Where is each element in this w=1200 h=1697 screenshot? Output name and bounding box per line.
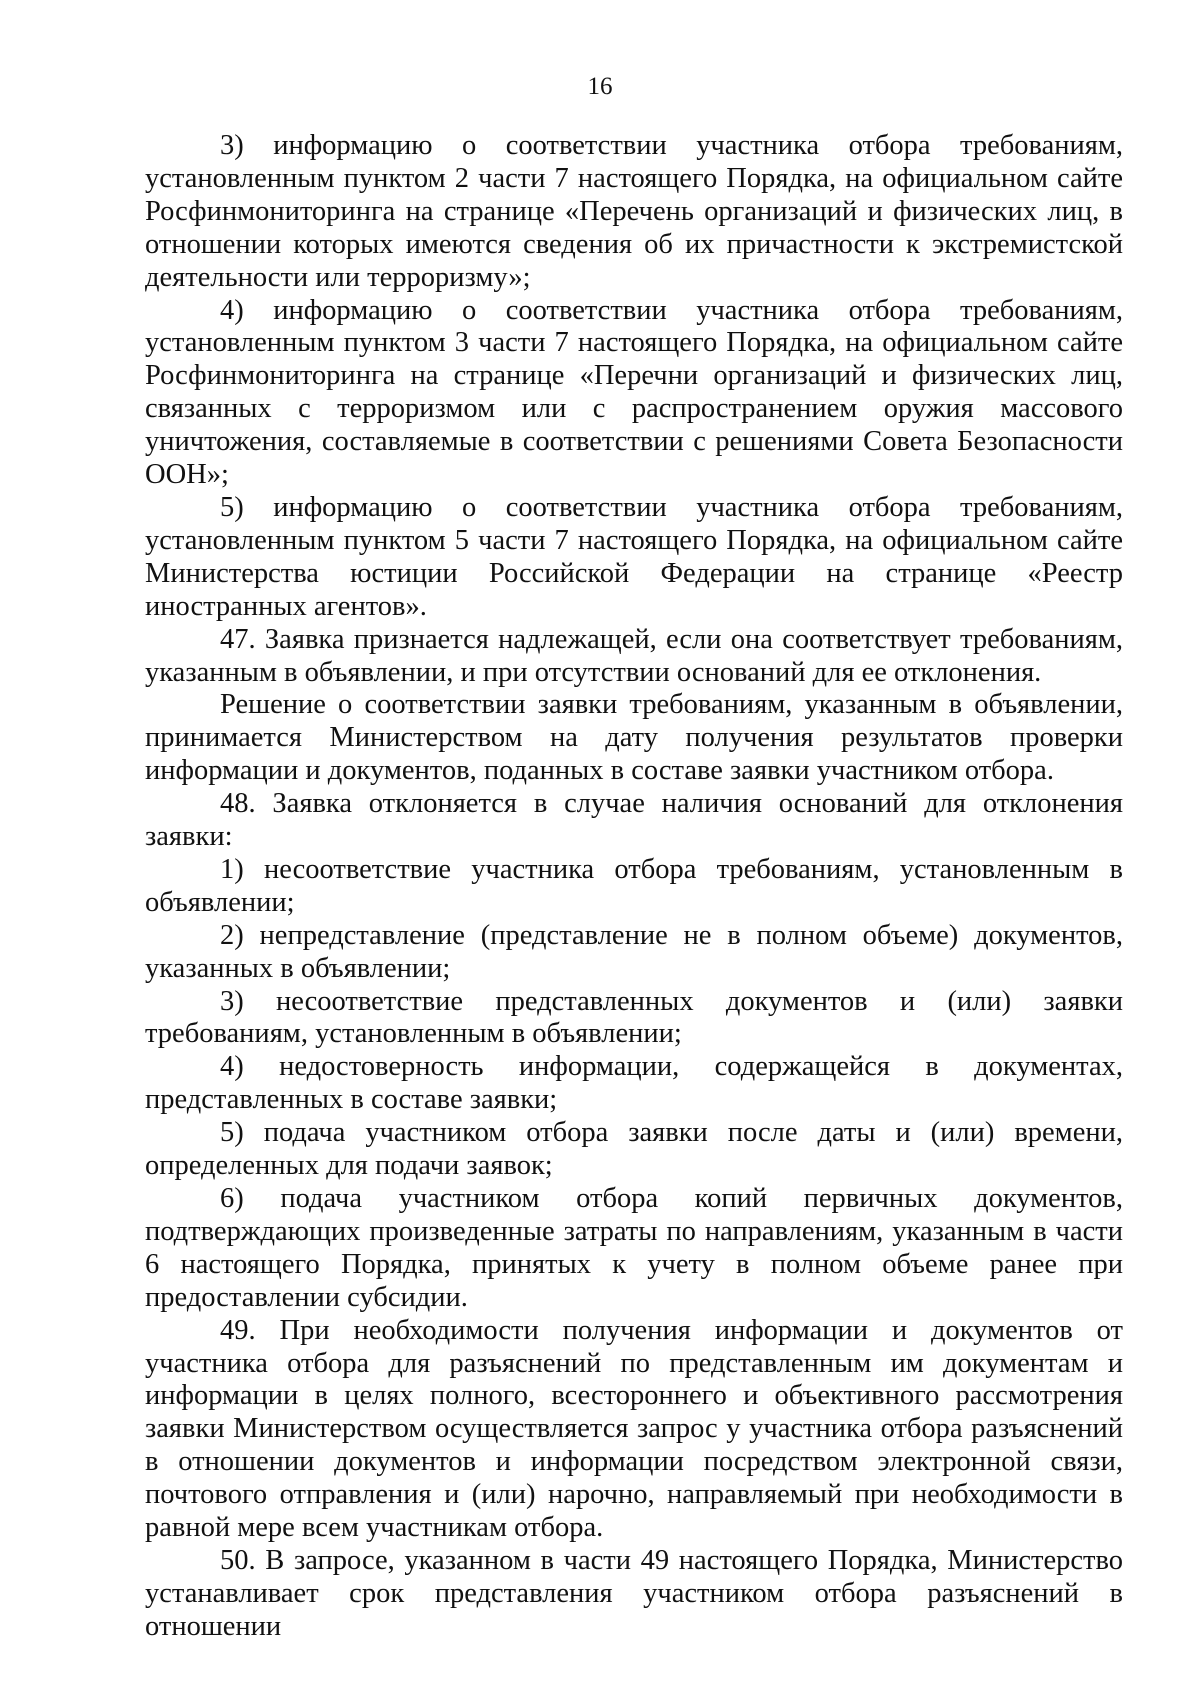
paragraph-47: 47. Заявка признается надлежащей, если она соответствует требованиям, указанным в объявлении, и при отсутствии оснований для ее отклонения.: [145, 623, 1123, 688]
paragraph-48-item-1: 1) несоответствие участника отбора требованиям, установленным в объявлении;: [145, 853, 1123, 918]
paragraph-50: 50. В запросе, указанном в части 49 настоящего Порядка, Министерство устанавливает срок представления участником отбора разъяснений в отношении: [145, 1544, 1123, 1642]
paragraph-item-3-rosfinmonitoring-extremism: 3) информацию о соответствии участника отбора требованиям, установленным пунктом 2 части 7 настоящего Порядка, на официальном сайте Росфинмониторинга на странице «Перечень организаций и физических лиц, в отношении которых имеются сведения об их причастности к экстремистской деятельности или терроризму»;: [145, 130, 1123, 293]
page-number: 16: [587, 73, 613, 100]
document-body: [145, 130, 1123, 1644]
paragraph-item-5-foreign-agents-registry: 5) информацию о соответствии участника отбора требованиям, установленным пунктом 5 части 7 настоящего Порядка, на официальном сайте Министерства юстиции Российской Федерации на странице «Реестр иностранных агентов».: [145, 491, 1123, 622]
paragraph-49: 49. При необходимости получения информации и документов от участника отбора для разъяснений по представленным им документам и информации в целях полного, всестороннего и объективного рассмотрения заявки Министерством осуществляется запрос у участника отбора разъяснений в отношении документов и информации посредством электронной связи, почтового отправления и (или) нарочно, направляемый при необходимости в равной мере всем участникам отбора.: [145, 1314, 1123, 1544]
paragraph-48-item-2: 2) непредставление (представление не в полном объеме) документов, указанных в объявлении;: [145, 919, 1123, 984]
paragraph-48-item-3: 3) несоответствие представленных документов и (или) заявки требованиям, установленным в объявлении;: [145, 985, 1123, 1050]
paragraph-48: 48. Заявка отклоняется в случае наличия оснований для отклонения заявки:: [145, 788, 1123, 853]
paragraph-item-4-rosfinmonitoring-wmd: 4) информацию о соответствии участника отбора требованиям, установленным пунктом 3 части 7 настоящего Порядка, на официальном сайте Росфинмониторинга на странице «Перечни организаций и физических лиц, связанных с терроризмом или с распространением оружия массового уничтожения, составляемые в соответствии с решениями Совета Безопасности ООН»;: [145, 294, 1123, 491]
paragraph-47-decision: Решение о соответствии заявки требованиям, указанным в объявлении, принимается Министерством на дату получения результатов проверки информации и документов, поданных в составе заявки участником отбора.: [145, 689, 1123, 787]
paragraph-48-item-5: 5) подача участником отбора заявки после даты и (или) времени, определенных для подачи заявок;: [145, 1117, 1123, 1182]
paragraph-48-item-4: 4) недостоверность информации, содержащейся в документах, представленных в составе заявки;: [145, 1051, 1123, 1116]
paragraph-48-item-6: 6) подача участником отбора копий первичных документов, подтверждающих произведенные затраты по направлениям, указанным в части 6 настоящего Порядка, принятых к учету в полном объеме ранее при предоставлении субсидии.: [145, 1183, 1123, 1313]
